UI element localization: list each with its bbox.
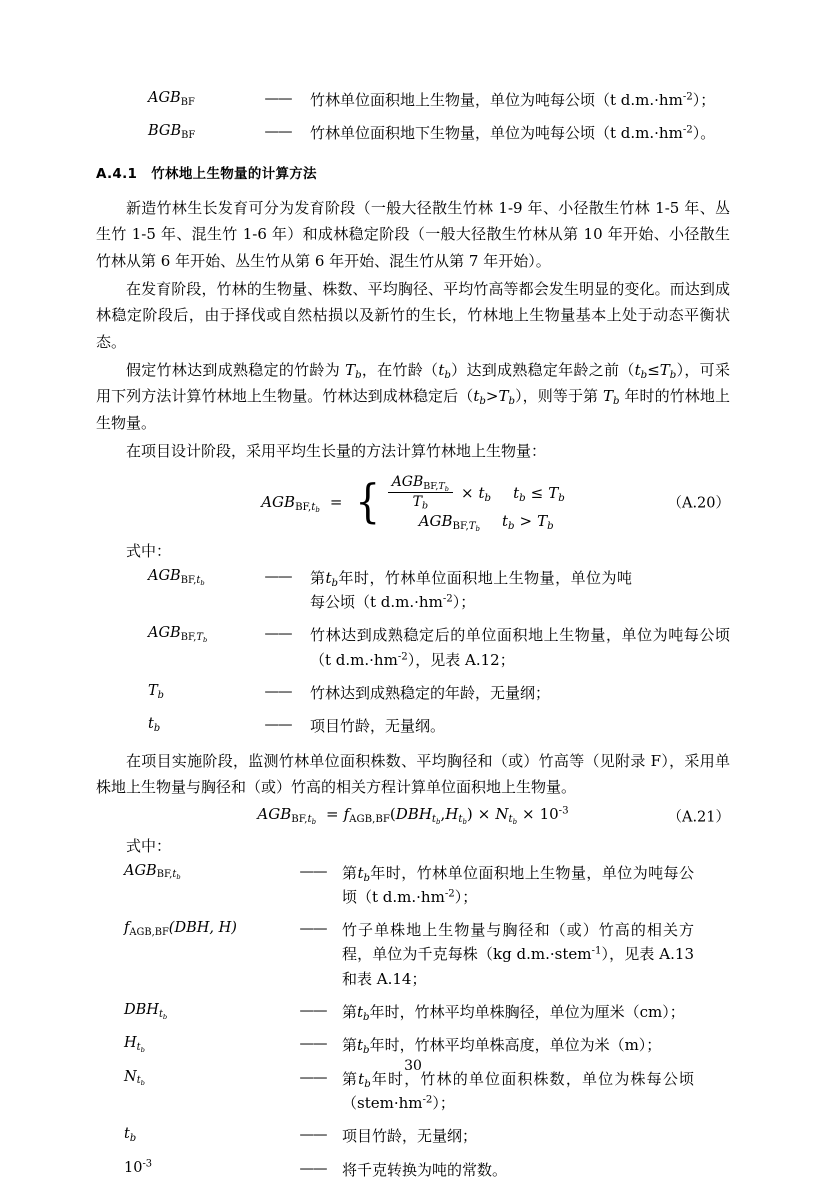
definition-text: 第$t_b$年时，竹林平均单株胸径，单位为厘米（cm）；: [342, 1003, 685, 1023]
paragraph-development-stage: 在发育阶段，竹林的生物量、株数、平均胸径、平均竹高等都会发生明显的变化。而达到成林稳定阶段后，由于择伐或自然枯损以及新竹的生长，竹林地上生物量基本上处于动态平衡状态。: [96, 279, 730, 352]
close-paren: ): [466, 804, 473, 823]
definition-row: [96, 623, 730, 672]
definition-dash: ——: [264, 626, 292, 643]
where-label-2: 式中：: [126, 836, 172, 855]
text-fragment: ），可采用下列方法计算竹林地上生物量。竹林达到成林稳定后（: [96, 360, 730, 406]
definition-text: 第$t_b$年时，竹林单位面积地上生物量，单位为吨每公顷（t $d.m.\cdot hm^{-2}$）；: [342, 863, 694, 906]
definition-dash: ——: [264, 717, 292, 734]
definition-text: 第$t_b$年时，竹林单位面积地上生物量，单位为吨每公顷（t $d.m.\cdot hm^{-2}$）；: [310, 568, 632, 612]
text-fragment: ）达到成熟稳定年龄之前（: [450, 360, 635, 379]
definition-text: 第$t_b$年时，竹林的单位面积株数，单位为株每公顷$(stem\cdot hm^{-2})$；: [342, 1069, 694, 1112]
definition-text: 竹林单位面积地下生物量，单位为吨每公顷（t $d.m.\cdot hm^{-2}$）。: [310, 124, 716, 143]
condition-1: $t_b \le T_b$: [513, 483, 565, 504]
symbol-bgb-bf: [96, 121, 246, 143]
definition-dash: ——: [299, 921, 327, 938]
symbol-Tb: $T_b$: [148, 682, 164, 701]
definition-text: 项目竹龄，无量纲。: [310, 717, 446, 736]
top-definition-list: [96, 88, 730, 146]
argument-h: $H_{t_b}$: [445, 804, 467, 826]
inline-symbol-tb: $t_b$: [357, 863, 370, 884]
symbol-f-agb-bf: $f_{AGB,BF}(DBH$, H): [124, 920, 237, 938]
symbol-n-tb: $N_{t_b}$: [124, 1068, 145, 1088]
power-term: $10^{-3}$: [539, 804, 569, 823]
symbol-subscript: BF: [180, 96, 195, 108]
inline-symbol-tb: $t_b$: [325, 568, 339, 589]
paragraph-growth-stages: 新造竹林生长发育可分为发育阶段（一般大径散生竹林 1-9 年、小径散生竹林 1-5 年、丛生竹 1-5 年、混生竹 1-6 年）和成林稳定阶段（一般大径散生竹林从第 10 年开始、小径散生竹林从第 6 年开始、丛生竹从第 6 年开始、混生竹从第 7 年开始）。: [96, 198, 730, 270]
where-label-1: 式中：: [126, 542, 172, 561]
comma: ,: [440, 804, 446, 823]
section-number: A.4.1: [96, 165, 138, 182]
symbol-base: AGB: [148, 90, 181, 106]
symbol-subscript: BF: [181, 130, 196, 142]
definition-dash: ——: [264, 91, 292, 107]
inline-symbol-tb: $t_b$: [358, 1069, 371, 1090]
formula-a20-number: （A.20）: [667, 495, 730, 512]
symbol-dbh-tb: $DBH_{t_b}$: [124, 1002, 168, 1021]
piecewise-case-2: [385, 512, 565, 533]
inline-symbol-Tb: $T_b$: [345, 360, 362, 381]
definition-dash: ——: [299, 1160, 327, 1177]
symbol-agb-bf-tb: $AGB_{BF,t_b}$: [148, 567, 205, 587]
piecewise-construct: [347, 474, 565, 533]
definition-text: 项目竹龄，无量纲；: [342, 1127, 478, 1146]
variable-n-tb: $N_{t_b}$: [495, 804, 517, 826]
page-number: 30: [404, 1058, 422, 1074]
formula-a21-body: [96, 804, 730, 826]
definition-row: [96, 681, 730, 705]
function-f-agb-bf: $f_{AGB,BF}$: [343, 804, 390, 825]
definition-dash: ——: [299, 1127, 327, 1144]
definition-dash: ——: [299, 1036, 327, 1053]
text-fragment: ），则等于第: [515, 387, 604, 406]
section-heading: [96, 162, 730, 182]
symbol-tb: $t_b$: [124, 1126, 137, 1145]
symbol-tb: $t_b$: [148, 716, 161, 734]
definition-dash: ——: [299, 1069, 327, 1086]
inline-symbol-tb: $t_b$: [473, 387, 486, 408]
page-footer: [0, 1058, 826, 1074]
inline-symbol-tb: $t_b$: [438, 360, 451, 381]
paragraph-assumption: [96, 357, 730, 437]
relational-operator: >: [485, 387, 499, 406]
multiplication-sign: ×: [522, 804, 535, 823]
multiplication-sign: ×: [460, 483, 474, 502]
inline-symbol-tb: $t_b$: [357, 1003, 370, 1023]
symbol-agb-bf: [96, 88, 246, 110]
definition-dash: ——: [264, 568, 292, 585]
definition-row: [96, 88, 730, 112]
definition-dash: ——: [299, 1003, 327, 1020]
definition-row: [96, 121, 730, 145]
definition-row: [96, 861, 730, 910]
definition-row: [96, 714, 730, 738]
definition-dash: ——: [264, 124, 292, 141]
formula-a20: [96, 474, 730, 533]
definition-row: [96, 1158, 730, 1182]
left-brace-icon: {: [355, 474, 381, 529]
multiplication-sign: ×: [477, 804, 491, 823]
open-paren: (: [389, 804, 396, 823]
definition-row: [96, 1033, 730, 1057]
inline-symbol-tb: $t_b$: [634, 360, 648, 381]
argument-dbh: $DBH_{t_b}$: [395, 804, 441, 826]
definition-row: [96, 566, 730, 615]
case-2-expression: $AGB_{BF,T_b}$: [418, 512, 480, 533]
inline-symbol-Tb: $T_b$: [659, 360, 677, 381]
paragraph-design-stage: 在项目设计阶段，采用平均生长量的方法计算竹林地上生物量：: [126, 441, 547, 460]
paragraph-implementation-stage: 在项目实施阶段，监测竹林单位面积株数、平均胸径和（或）竹高等（见附录 F），采用单株地上生物量与胸径和（或）竹高的相关方程计算单位面积地上生物量。: [96, 751, 730, 797]
definition-list-a21: [96, 861, 730, 1182]
symbol-agb-bf-tb: $AGB_{BF,t_b}$: [124, 862, 181, 882]
symbol-ten-power-minus-three: $10^{-3}$: [124, 1158, 153, 1176]
formula-a20-body: [96, 474, 730, 533]
definition-row: [96, 1124, 730, 1148]
formula-a21: [96, 805, 730, 827]
page-content: [96, 88, 730, 1191]
lhs-subscript: BF,tb: [295, 502, 320, 515]
definition-text: 竹子单株地上生物量与胸径和（或）竹高的相关方程，单位为千克每株（kg d.m.·stem$^{-1}$），见表 A.13 和表 A.14；: [342, 921, 694, 988]
condition-2: $t_b > T_b$: [501, 512, 554, 532]
section-title: 竹林地上生物量的计算方法: [151, 165, 317, 182]
definition-dash: ——: [264, 683, 292, 700]
text-fragment: 假定竹林达到成熟稳定的竹龄为: [126, 360, 346, 379]
symbol-agb-bf-Tb: $AGB_{BF,T_b}$: [148, 625, 208, 644]
piecewise-rows: [385, 474, 565, 533]
equals-sign: =: [326, 804, 339, 823]
symbol-h-tb: $H_{t_b}$: [124, 1035, 145, 1054]
fraction-denominator: $T_b$: [412, 494, 429, 512]
definition-list-a20: [96, 566, 730, 739]
formula-a21-lhs: $AGB_{BF,t_b}$: [257, 804, 316, 826]
text-fragment: ，在竹龄（: [361, 360, 439, 379]
definition-text: 竹林达到成熟稳定后的单位面积地上生物量，单位为吨每公顷（t $d.m.\cdot hm^{-2}$），见表 A.12；: [310, 626, 730, 669]
fraction-numerator: $AGB_{BF,T_b}$: [388, 474, 453, 493]
definition-text: 竹林达到成熟稳定的年龄，无量纲；: [310, 683, 551, 702]
inline-symbol-tb: $t_b$: [357, 1036, 370, 1057]
equals-sign: =: [329, 493, 343, 512]
fraction: [388, 474, 453, 511]
factor-tb: $t_b$: [478, 483, 492, 504]
inline-symbol-Tb: $T_b$: [603, 387, 620, 408]
relational-operator: ≤: [647, 360, 660, 379]
symbol-base: BGB: [148, 123, 182, 140]
definition-text: 将千克转换为吨的常数。: [342, 1160, 508, 1179]
definition-dash: ——: [299, 863, 327, 880]
definition-text: 竹林单位面积地上生物量，单位为吨每公顷（t $d.m.\cdot hm^{-2}$）；: [310, 91, 716, 109]
definition-text: 第$t_b$年时，竹林平均单株高度，单位为米（m）；: [342, 1036, 662, 1057]
piecewise-case-1: [385, 474, 565, 511]
inline-symbol-Tb: $T_b$: [498, 387, 515, 408]
text-fragment: 年时的竹林地上生物量。: [96, 387, 730, 433]
definition-row: [96, 918, 730, 991]
formula-a21-number: （A.21）: [667, 809, 730, 826]
definition-row: [96, 1000, 730, 1024]
formula-a20-lhs: $AGB_{BF,t_b}$: [261, 493, 320, 515]
